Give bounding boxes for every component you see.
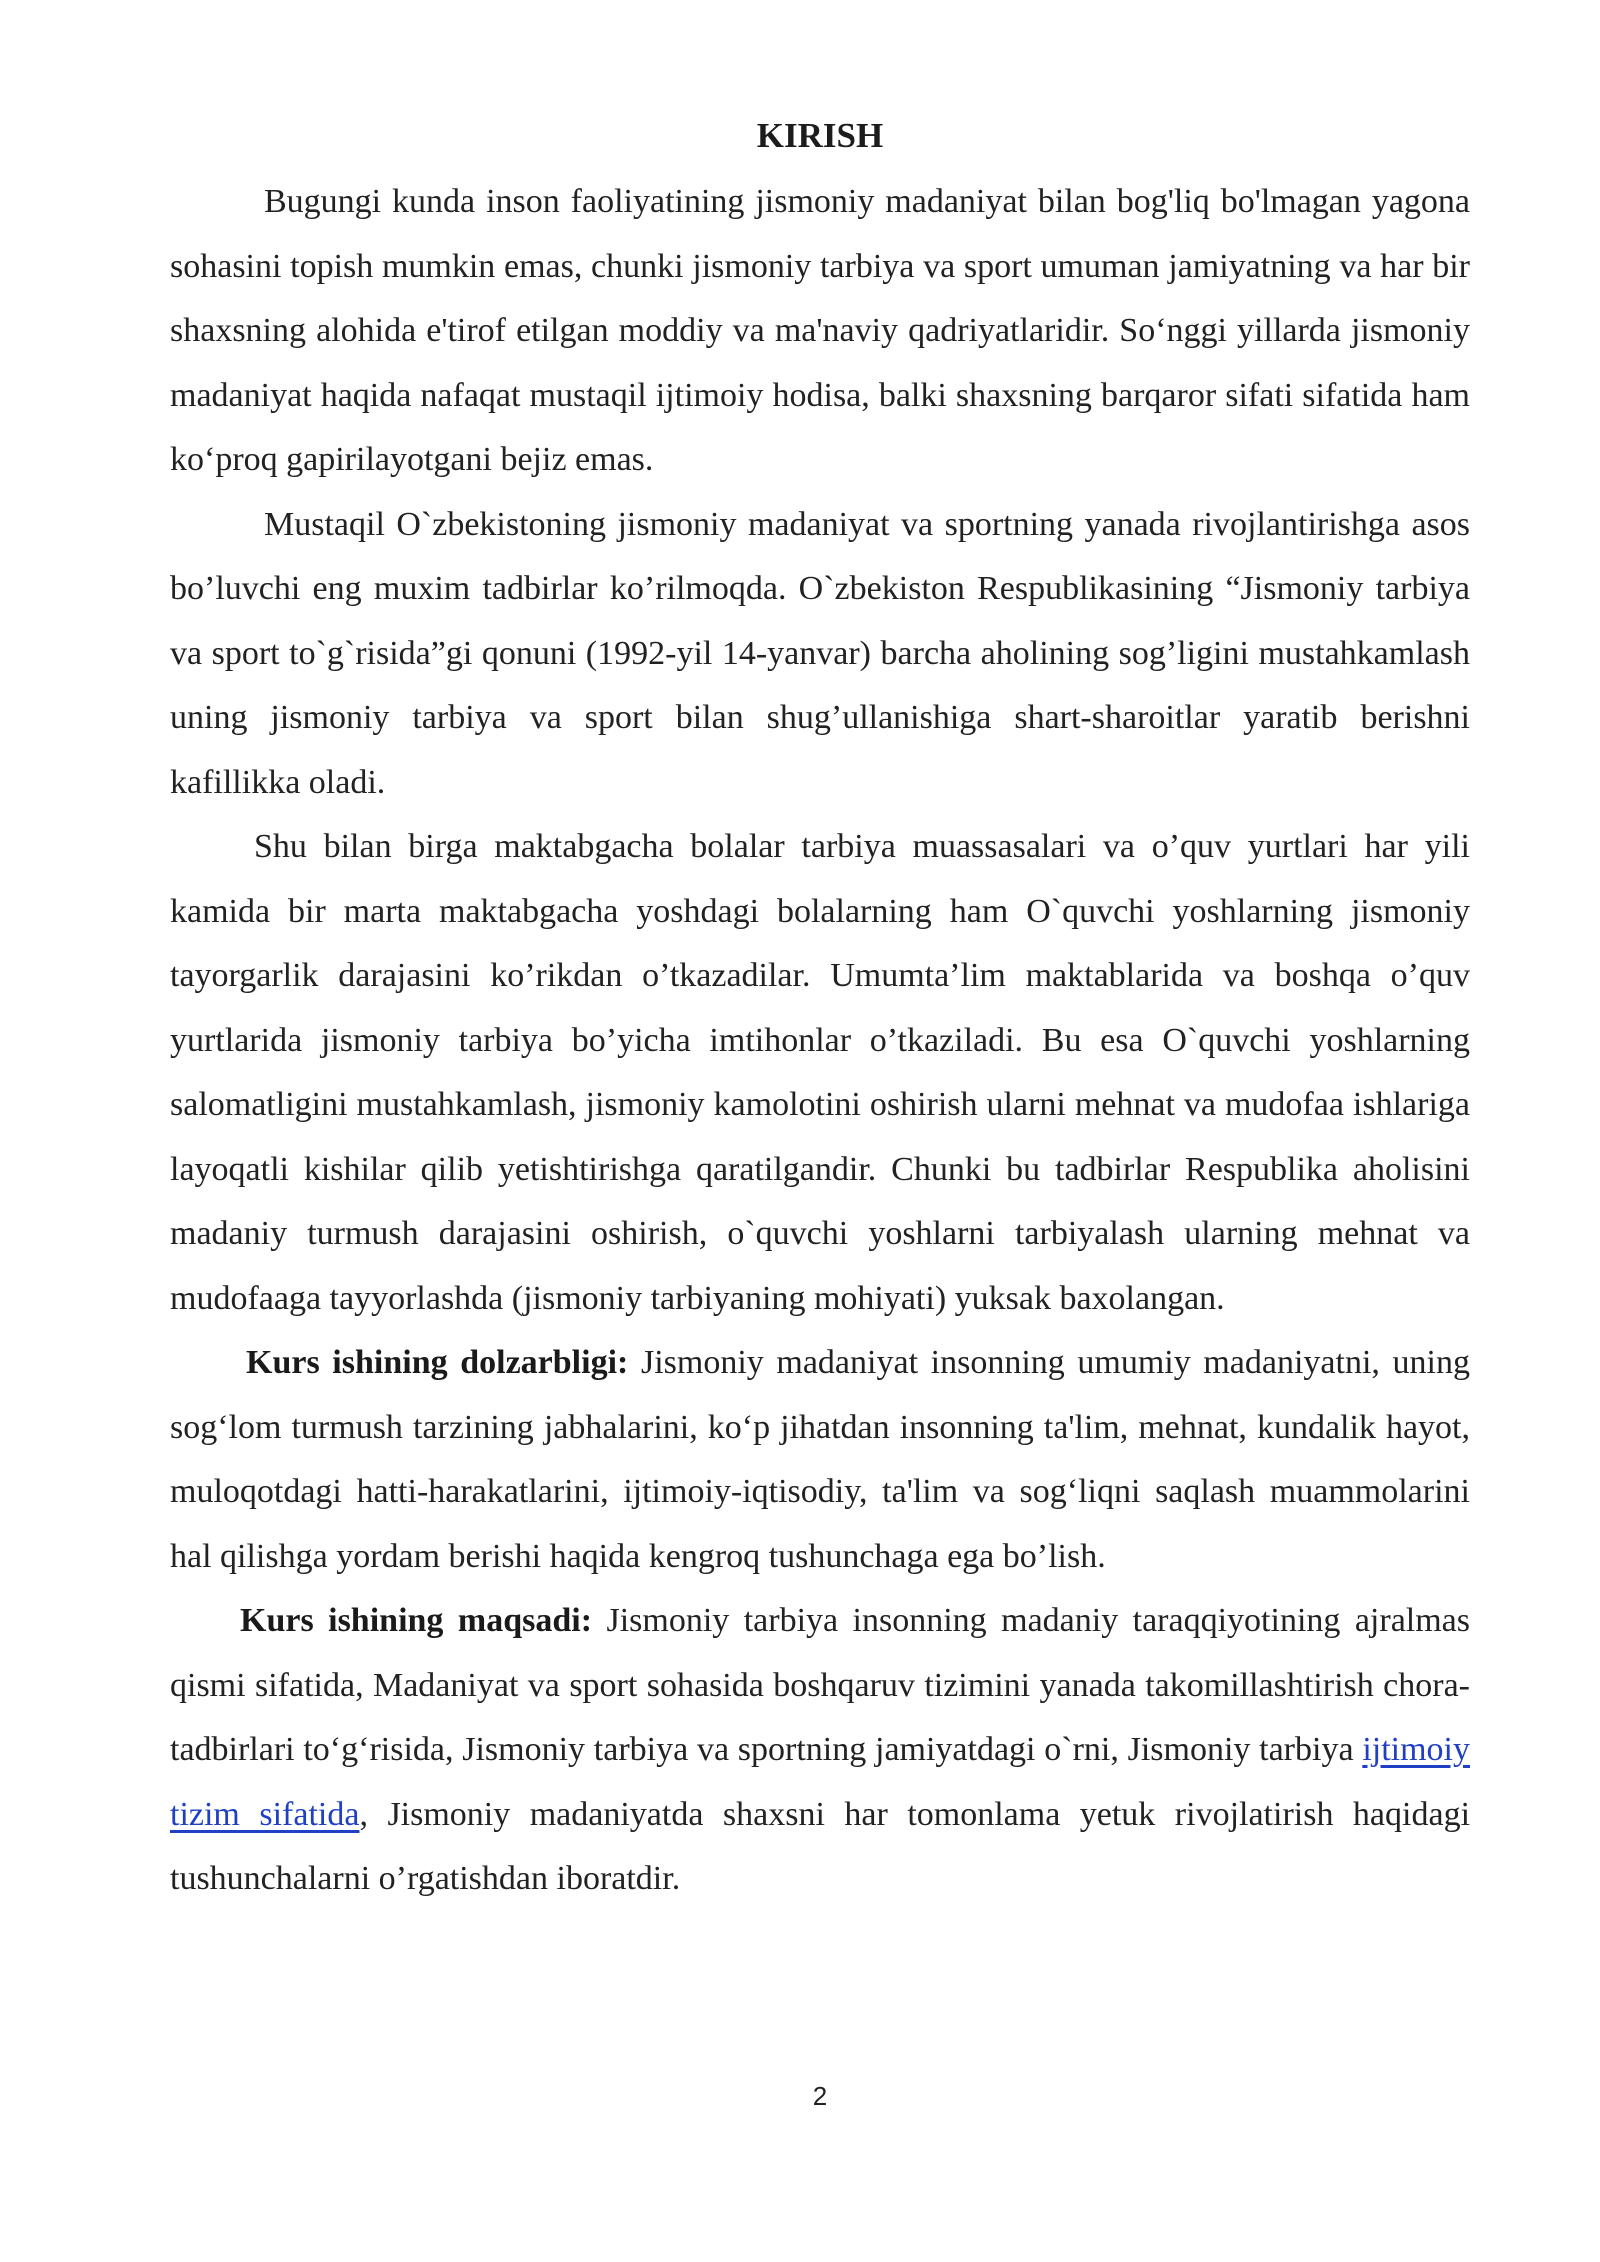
goal-lead: Kurs ishining maqsadi: [240, 1602, 593, 1639]
paragraph-education: Shu bilan birga maktabgacha bolalar tarbiya muassasalari va o’quv yurtlari har yili kamida bir marta maktabgacha yoshdagi bolalarning ham O`quvchi yoshlarning jismoniy tayorgarlik darajasini ko’rikdan o’tkazadilar. Umumta’lim maktablarida va boshqa o’quv yurtlarida jismoniy tarbiya bo’yicha imtihonlar o’tkaziladi. Bu esa O`quvchi yoshlarning salomatligini mustahkamlash, jismoniy kamolotini oshirish ularni mehnat va mudofaa ishlariga layoqatli kishilar qilib yetishtirishga qaratilgandir. Chunki bu tadbirlar Respublika aholisini madaniy turmush darajasini oshirish, o`quvchi yoshlarni tarbiyalash ularning mehnat va mudofaaga tayyorlashda (jismoniy tarbiyaning mohiyati) yuksak baxolangan. [170, 828, 1470, 1317]
paragraph-goal [170, 1589, 1470, 1912]
social-system-link[interactable]: ijtimoiy tizim sifatida [170, 1731, 1470, 1833]
paragraph-introduction: Bugungi kunda inson faoliyatining jismoniy madaniyat bilan bog'liq bo'lmagan yagona sohasini topish mumkin emas, chunki jismoniy tarbiya va sport umuman jamiyatning va har bir shaxsning alohida e'tirof etilgan moddiy va ma'naviy qadriyatlaridir. So‘nggi yillarda jismoniy madaniyat haqida nafaqat mustaqil ijtimoiy hodisa, balki shaxsning barqaror sifati sifatida ham ko‘proq gapirilayotgani bejiz emas. [170, 183, 1470, 478]
relevance-lead: Kurs ishining dolzarbligi: [246, 1344, 629, 1381]
page-title: KIRISH [756, 116, 884, 155]
page-number: 2 [812, 2081, 828, 2111]
goal-text-before-link: Jismoniy tarbiya insonning madaniy taraqqiyotining ajralmas qismi sifatida, Madaniyat va sport sohasida boshqaruv tizimini yanada takomillashtirish chora-tadbirlari to‘g‘risida, Jismoniy tarbiya va sportning jamiyatdagi o`rni, Jismoniy tarbiya [170, 1602, 1470, 1768]
paragraph-law: Mustaqil O`zbekistoning jismoniy madaniyat va sportning yanada rivojlantirishga asos bo’luvchi eng muxim tadbirlar ko’rilmoqda. O`zbekiston Respublikasining “Jismoniy tarbiya va sport to`g`risida”gi qonuni (1992-yil 14-yanvar) barcha aholining sog’ligini mustahkamlash uning jismoniy tarbiya va sport bilan shug’ullanishiga shart-sharoitlar yaratib berishni kafillikka oladi. [170, 505, 1470, 801]
document-body [170, 170, 1470, 1912]
relevance-text: Jismoniy madaniyat insonning umumiy madaniyatni, uning sog‘lom turmush tarzining jabhalarini, ko‘p jihatdan insonning ta'lim, mehnat, kundalik hayot, muloqotdagi hatti-harakatlarini, ijtimoiy-iqtisodiy, ta'lim va sog‘liqni saqlash muammolarini hal qilishga yordam berishi haqida kengroq tushunchaga ega bo’lish. [170, 1344, 1470, 1575]
paragraph-relevance [170, 1331, 1470, 1589]
goal-text-after-link: , Jismoniy madaniyatda shaxsni har tomonlama yetuk rivojlatirish haqidagi tushunchalarni o’rgatishdan iboratdir. [170, 1795, 1471, 1897]
